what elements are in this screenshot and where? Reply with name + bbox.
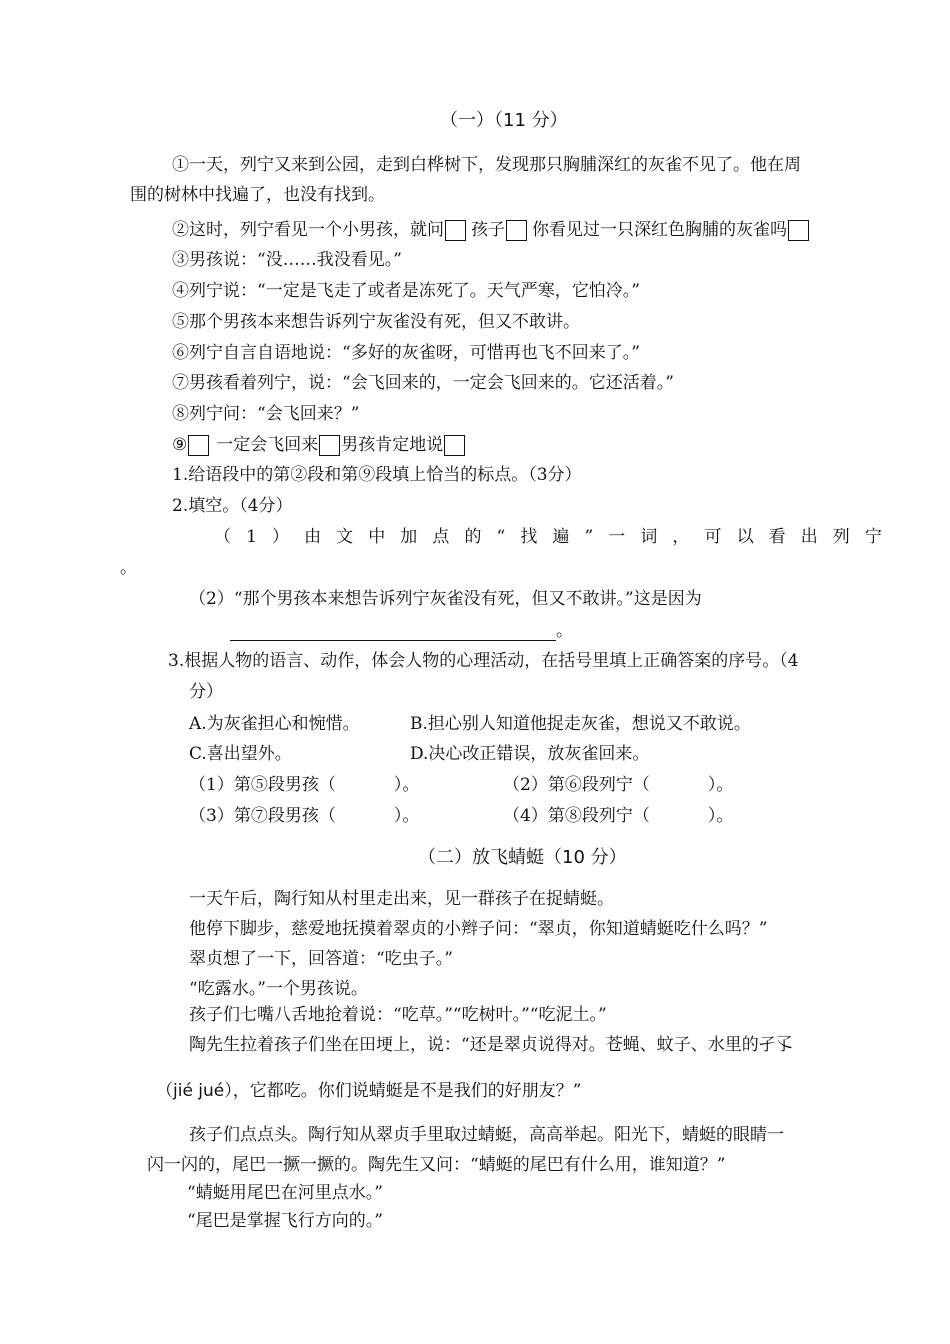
punctuation-box[interactable] <box>444 435 465 456</box>
q2-1-char: 由 <box>304 527 322 547</box>
option-b: B.担心别人知道他捉走灰雀，想说又不敢说。 <box>410 714 751 734</box>
q2-1-char: ” <box>584 527 594 547</box>
q2-1-char: 出 <box>800 527 818 547</box>
paragraph-6: ⑥列宁自言自语地说：“多好的灰雀呀，可惜再也飞不回来了。” <box>172 343 640 363</box>
q2-1-char: ） <box>271 527 289 547</box>
q2-1-char: 可 <box>704 527 722 547</box>
q2-1-char: （ <box>214 527 231 547</box>
q2-1-char: 1 <box>246 527 257 547</box>
question-3-line-2: 分） <box>189 682 223 702</box>
paragraph-3: ③男孩说：“没……我没看见。” <box>172 250 402 270</box>
story-line-3: 翠贞想了一下，回答道：“吃虫子。” <box>189 949 453 969</box>
q2-1-char: 的 <box>464 527 482 547</box>
q2-1-char: 加 <box>400 527 418 547</box>
option-d: D.决心改正错误，放灰雀回来。 <box>410 744 650 764</box>
q2-1-char: 文 <box>336 527 354 547</box>
question-2-2-end: 。 <box>556 621 573 641</box>
story-line-6: 陶先生拉着孩子们坐在田埂上，说：“还是翠贞说得对。苍蝇、蚊子、水里的孑孓 <box>189 1035 793 1055</box>
q2-1-char: 词 <box>640 527 658 547</box>
q2-1-char: 一 <box>608 527 626 547</box>
paragraph-9-part-b: 一定会飞回来 <box>216 435 319 455</box>
paragraph-4: ④列宁说：“一定是飞走了或者是冻死了。天气严寒，它怕冷。” <box>172 281 640 301</box>
punctuation-box[interactable] <box>319 435 340 456</box>
answer-1 <box>189 775 419 795</box>
paragraph-5: ⑤那个男孩本来想告诉列宁灰雀没有死，但又不敢讲。 <box>172 312 580 332</box>
story-line-11: “尾巴是掌握飞行方向的。” <box>187 1211 383 1231</box>
punctuation-box[interactable] <box>188 435 209 456</box>
section2-title: （二）放飞蜻蜓（10 分） <box>418 847 627 868</box>
option-a: A.为灰雀担心和惋惜。 <box>189 714 360 734</box>
answer-3 <box>189 806 419 826</box>
question-2-1-end: 。 <box>120 558 137 578</box>
paragraph-2-part-b: 孩子 <box>471 220 505 240</box>
q2-1-char: 点 <box>432 527 450 547</box>
story-line-4: “吃露水。”一个男孩说。 <box>189 979 368 999</box>
story-line-9: 闪一闪的，尾巴一撅一撅的。陶先生又问：“蜻蜓的尾巴有什么用，谁知道？” <box>147 1155 726 1175</box>
story-line-10: “蜻蜓用尾巴在河里点水。” <box>187 1183 383 1203</box>
section1-title: （一）（11 分） <box>440 110 568 131</box>
paragraph-2 <box>172 220 810 241</box>
pinyin-annotation: （jié jué） <box>156 1081 233 1101</box>
question-2-1 <box>214 527 882 547</box>
punctuation-box[interactable] <box>445 220 466 241</box>
q2-1-char: “ <box>496 527 506 547</box>
paragraph-1-line-2: 围的树林中找遍了，也没有找到。 <box>130 185 385 205</box>
answer-4-close: ）。 <box>707 806 734 826</box>
q2-1-char: ， <box>672 527 690 547</box>
answer-4-label: （4）第⑧段列宁（ <box>503 806 650 826</box>
answer-2-label: （2）第⑥段列宁（ <box>503 775 650 795</box>
q2-1-char: 以 <box>736 527 754 547</box>
answer-3-label: （3）第⑦段男孩（ <box>189 806 336 826</box>
story-line-7-rest: ，它都吃。你们说蜻蜓是不是我们的好朋友？” <box>232 1081 582 1101</box>
paragraph-9 <box>172 435 466 456</box>
q2-1-char: 看 <box>768 527 786 547</box>
punctuation-box[interactable] <box>788 220 809 241</box>
punctuation-box[interactable] <box>506 220 527 241</box>
story-line-7 <box>156 1081 581 1101</box>
q2-1-char: 中 <box>368 527 386 547</box>
paragraph-2-part-c: 你看见过一只深红色胸脯的灰雀吗 <box>532 220 787 240</box>
question-2-2: （2）“那个男孩本来想告诉列宁灰雀没有死，但又不敢讲。”这是因为 <box>189 589 702 609</box>
paragraph-2-part-a: ②这时，列宁看见一个小男孩，就问 <box>172 220 444 240</box>
answer-blank[interactable] <box>230 622 556 641</box>
paragraph-9-number: ⑨ <box>172 435 188 455</box>
story-line-5: 孩子们七嘴八舌地抢着说：“吃草。”“吃树叶。”“吃泥土。” <box>189 1005 607 1025</box>
question-2-2-answer <box>230 621 573 641</box>
story-line-1: 一天午后，陶行知从村里走出来，见一群孩子在捉蜻蜓。 <box>189 889 614 909</box>
q2-1-char: 列 <box>832 527 850 547</box>
question-2: 2.填空。（4分） <box>172 496 293 516</box>
paragraph-7: ⑦男孩看着列宁，说：“会飞回来的，一定会飞回来的。它还活着。” <box>172 373 674 393</box>
answer-2-close: ）。 <box>707 775 734 795</box>
answer-3-close: ）。 <box>393 806 420 826</box>
q2-1-char: 找 <box>520 527 538 547</box>
paragraph-9-part-c: 男孩肯定地说 <box>341 435 444 455</box>
answer-1-close: ）。 <box>393 775 420 795</box>
story-line-2: 他停下脚步，慈爱地抚摸着翠贞的小辫子问：“翠贞，你知道蜻蜓吃什么吗？” <box>189 919 768 939</box>
answer-4 <box>503 806 733 826</box>
answer-2 <box>503 775 733 795</box>
paragraph-8: ⑧列宁问：“会飞回来？” <box>172 404 360 424</box>
q2-1-char: 遍 <box>552 527 570 547</box>
answer-1-label: （1）第⑤段男孩（ <box>189 775 336 795</box>
q2-1-char: 宁 <box>864 527 882 547</box>
paragraph-1-line-1: ①一天，列宁又来到公园，走到白桦树下，发现那只胸脯深红的灰雀不见了。他在周 <box>172 155 801 175</box>
question-3-line-1: 3.根据人物的语言、动作，体会人物的心理活动，在括号里填上正确答案的序号。（4 <box>168 651 799 671</box>
option-c: C.喜出望外。 <box>189 744 292 764</box>
story-line-8: 孩子们点点头。陶行知从翠贞手里取过蜻蜓，高高举起。阳光下，蜻蜓的眼睛一 <box>189 1125 784 1145</box>
question-1: 1.给语段中的第②段和第⑨段填上恰当的标点。（3分） <box>172 465 582 485</box>
